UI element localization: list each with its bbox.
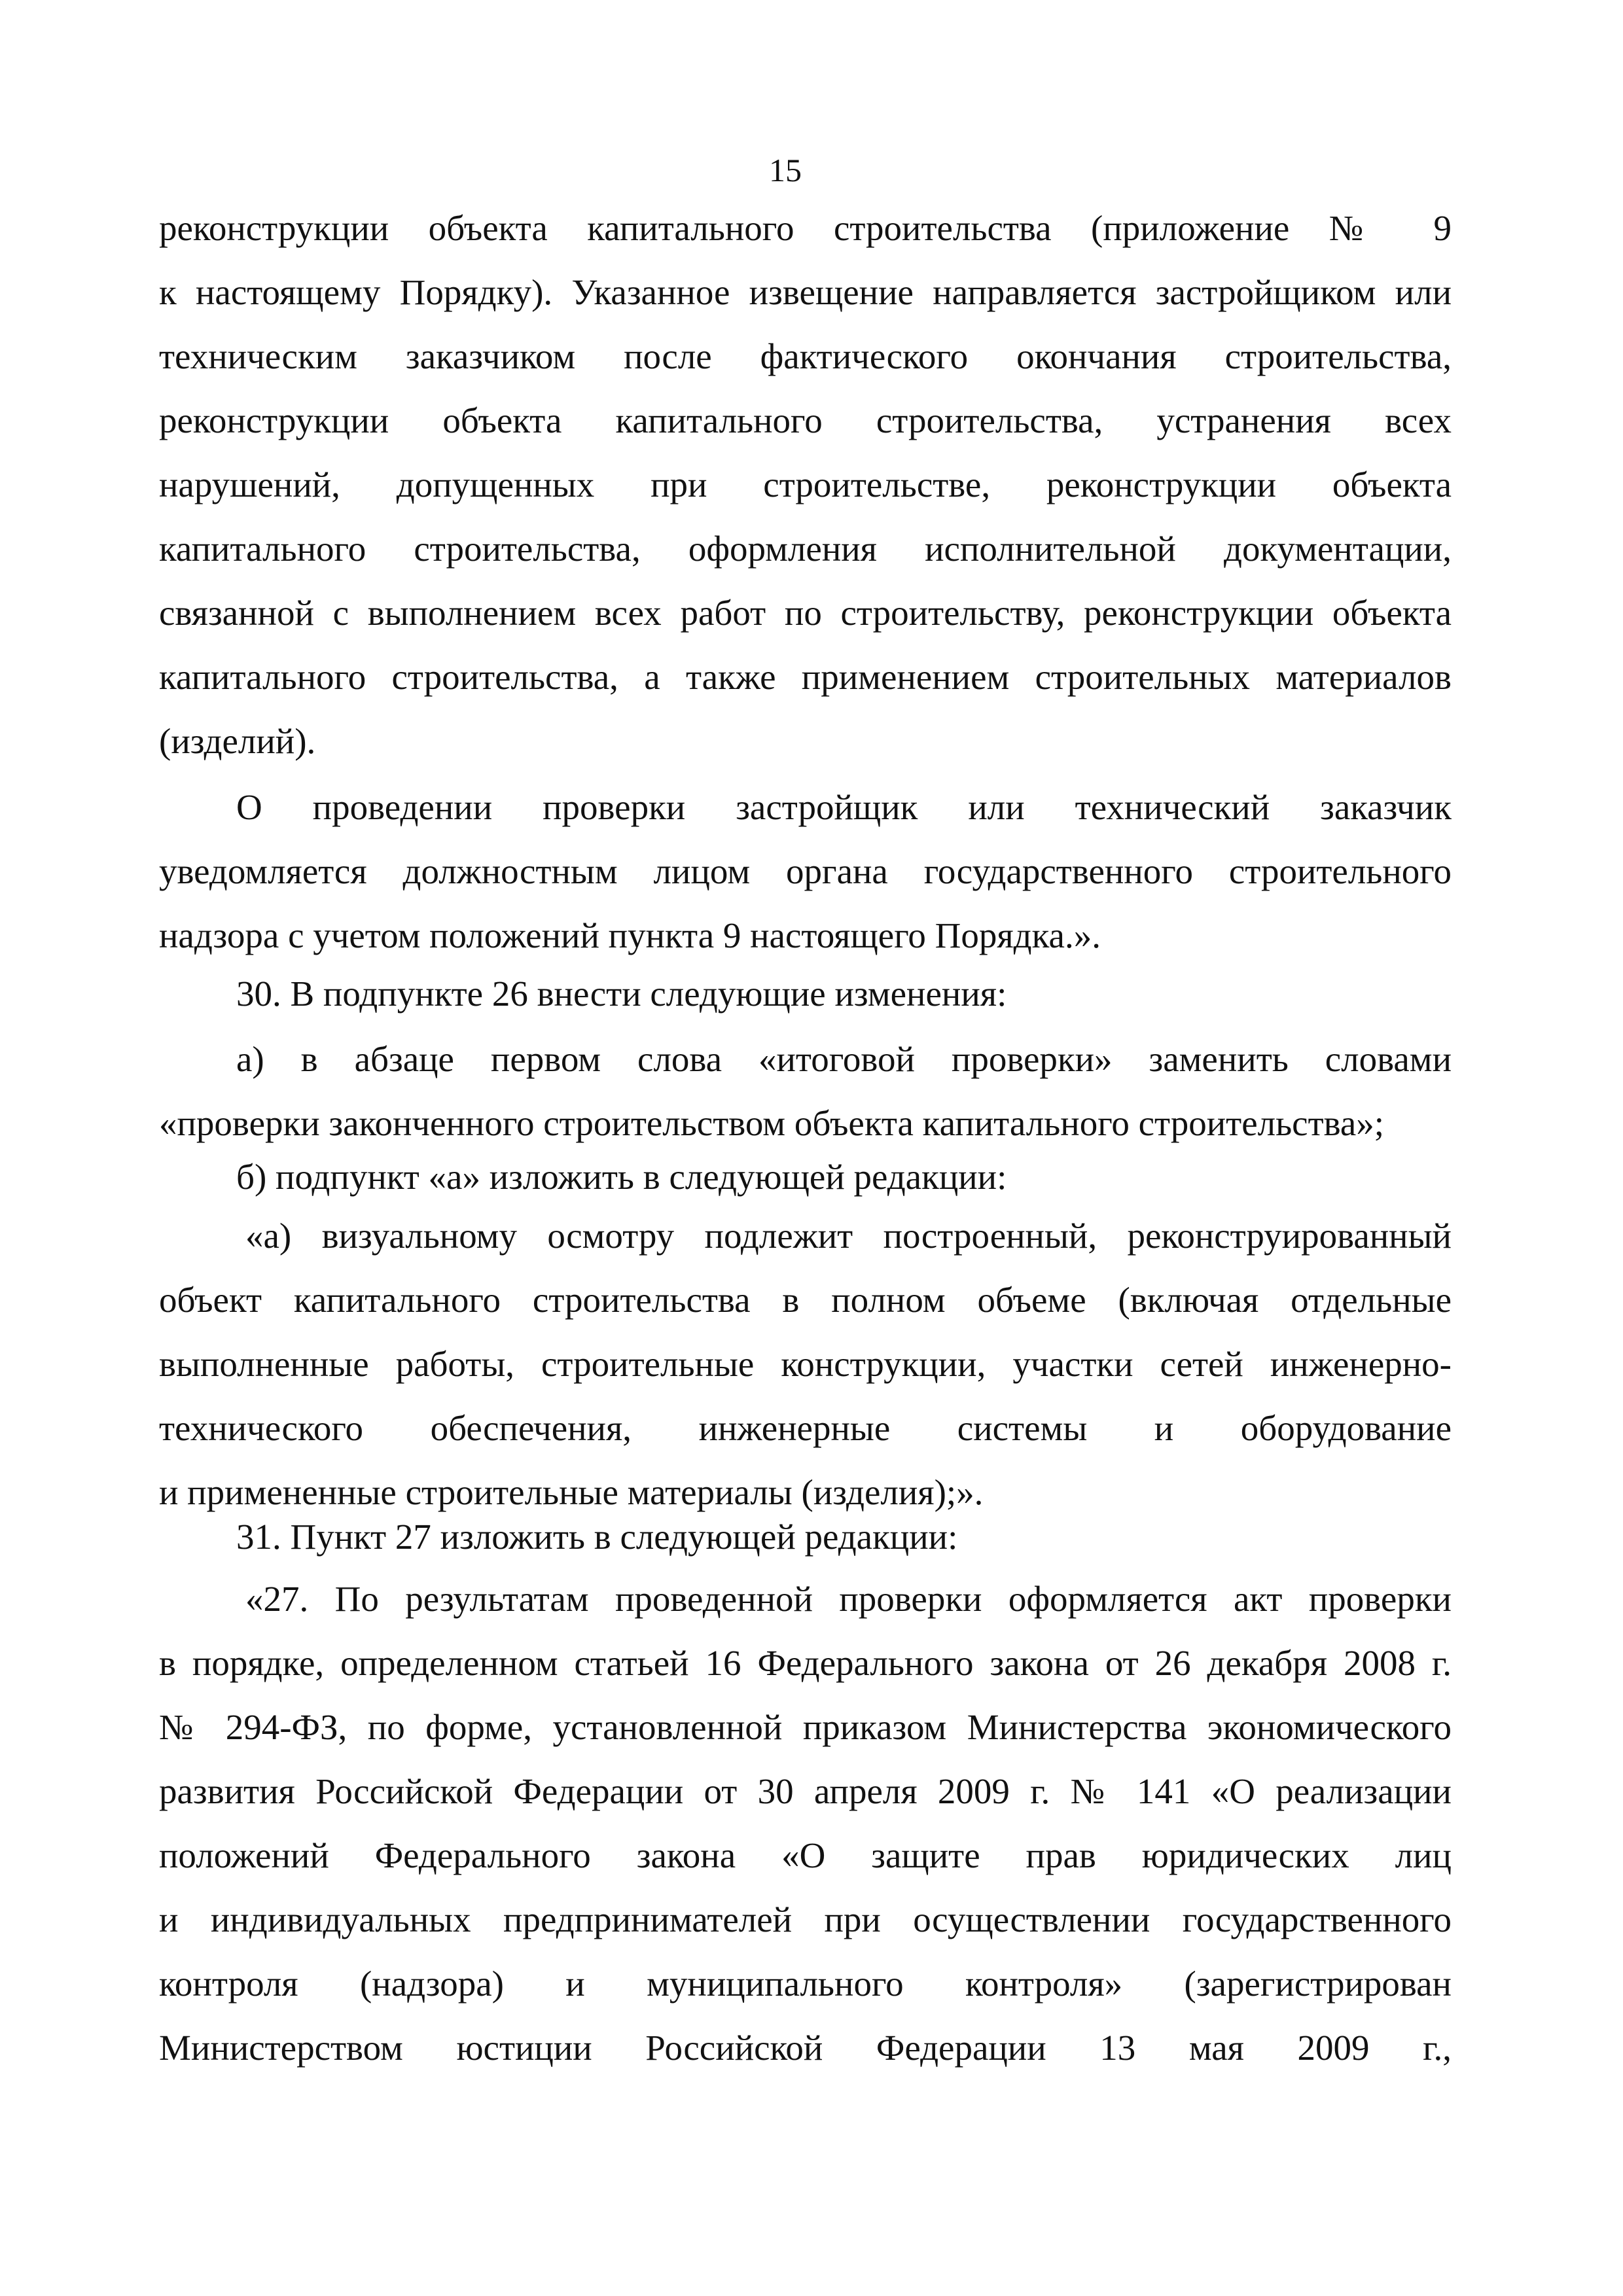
text-line: 31. Пункт 27 изложить в следующей редакции: (236, 1517, 958, 1557)
text-line: контроля (надзора) и муниципального контроля» (зарегистрирован (159, 1964, 1452, 2004)
text-line: № 294-ФЗ, по форме, установленной приказом Министерства экономического (159, 1707, 1452, 1747)
text-line: капитального строительства, а также применением строительных материалов (159, 657, 1452, 697)
paragraph-item-27-text (159, 1567, 1452, 2080)
text-line: в порядке, определенном статьей 16 Федерального закона от 26 декабря 2008 г. (159, 1643, 1452, 1683)
text-line: а) в абзаце первом слова «итоговой проверки» заменить словами (236, 1039, 1452, 1079)
text-line: технического обеспечения, инженерные системы и оборудование (159, 1408, 1452, 1448)
text-line: реконструкции объекта капитального строительства (приложение № 9 (159, 208, 1452, 248)
paragraph-item-30 (159, 962, 1452, 1026)
text-line: б) подпункт «а» изложить в следующей редакции: (236, 1157, 1007, 1197)
text-line: и примененные строительные материалы (изделия);». (159, 1472, 984, 1512)
text-line: О проведении проверки застройщик или технический заказчик (236, 787, 1452, 827)
text-line: (изделий). (159, 721, 316, 761)
text-line: нарушений, допущенных при строительстве, реконструкции объекта (159, 465, 1452, 504)
page-number: 15 (769, 152, 802, 188)
text-line: техническим заказчиком после фактического окончания строительства, (159, 336, 1452, 376)
text-line: объект капитального строительства в полном объеме (включая отдельные (159, 1280, 1452, 1320)
text-line: уведомляется должностным лицом органа государственного строительного (159, 851, 1452, 891)
text-line: реконструкции объекта капитального строительства, устранения всех (159, 400, 1452, 440)
text-line: положений Федерального закона «О защите прав юридических лиц (159, 1835, 1452, 1875)
paragraph-inspection-notice (159, 775, 1452, 968)
text-line: выполненные работы, строительные конструкции, участки сетей инженерно- (159, 1344, 1452, 1384)
text-line: «27. По результатам проведенной проверки оформляется акт проверки (245, 1579, 1452, 1619)
text-line: и индивидуальных предпринимателей при осуществлении государственного (159, 1899, 1452, 1939)
paragraph-visual-inspection (159, 1204, 1452, 1525)
text-line: к настоящему Порядку). Указанное извещение направляется застройщиком или (159, 272, 1452, 312)
paragraph-subitem-b (159, 1145, 1452, 1209)
paragraph-item-31 (159, 1505, 1452, 1569)
text-line: «а) визуальному осмотру подлежит построенный, реконструированный (245, 1216, 1452, 1256)
text-line: капитального строительства, оформления исполнительной документации, (159, 529, 1452, 569)
paragraph-notice-continuation (159, 196, 1452, 773)
text-line: связанной с выполнением всех работ по строительству, реконструкции объекта (159, 593, 1452, 633)
text-line: надзора с учетом положений пункта 9 настоящего Порядка.». (159, 915, 1101, 955)
text-line: Министерством юстиции Российской Федерации 13 мая 2009 г., (159, 2028, 1452, 2068)
text-line: «проверки законченного строительством объекта капитального строительства»; (159, 1103, 1385, 1143)
paragraph-subitem-a (159, 1027, 1452, 1156)
text-line: развития Российской Федерации от 30 апреля 2009 г. № 141 «О реализации (159, 1771, 1452, 1811)
text-line: 30. В подпункте 26 внести следующие изменения: (236, 974, 1007, 1014)
